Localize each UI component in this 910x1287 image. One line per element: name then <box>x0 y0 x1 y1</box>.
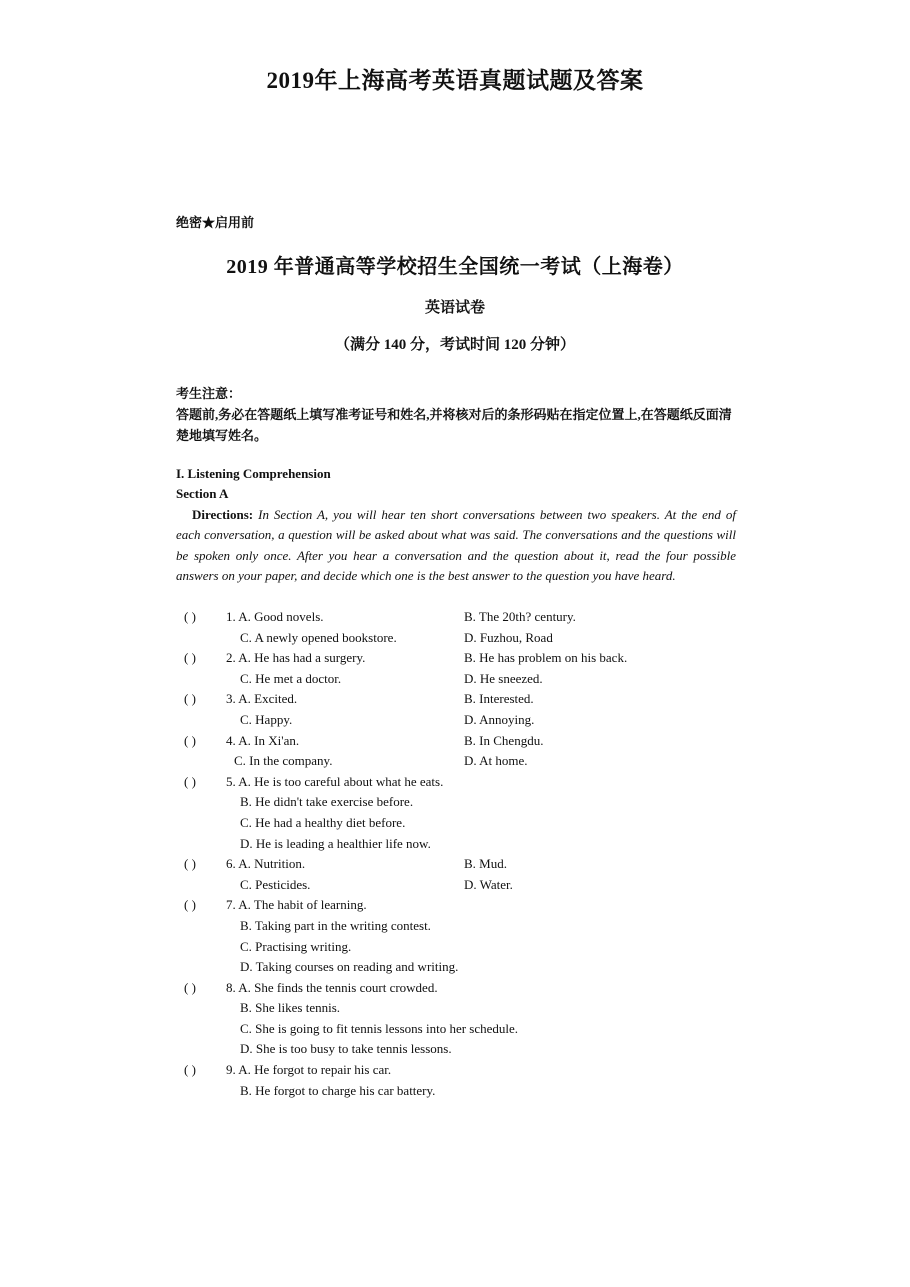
question-row <box>176 916 736 937</box>
option-a: 8. A. She finds the tennis court crowded. <box>226 979 438 995</box>
notice-text: 答题前,务必在答题纸上填写准考证号和姓名,并将核对后的条形码贴在指定位置上,在答题纸反面清楚地填写姓名。 <box>176 407 732 443</box>
directions-paragraph <box>176 505 736 587</box>
option-b: B. Mud. <box>464 856 507 872</box>
option-c: C. He had a healthy diet before. <box>240 814 406 830</box>
question-row <box>176 710 736 731</box>
option-b: B. Interested. <box>464 691 534 707</box>
option-d: D. He sneezed. <box>464 670 543 686</box>
option-a: 7. A. The habit of learning. <box>226 897 367 913</box>
option-d: D. Fuzhou, Road <box>464 629 553 645</box>
question-row <box>176 731 736 752</box>
question-row <box>176 648 736 669</box>
question-row <box>176 669 736 690</box>
question-row <box>176 1039 736 1060</box>
option-b: B. She likes tennis. <box>240 1000 341 1016</box>
option-a: 6. A. Nutrition. <box>226 856 306 872</box>
answer-blank: ( ) <box>184 732 196 748</box>
question-row <box>176 628 736 649</box>
question-row <box>176 607 736 628</box>
option-c: C. Pesticides. <box>240 876 311 892</box>
question-row <box>176 998 736 1019</box>
option-a: 1. A. Good novels. <box>226 609 324 624</box>
exam-title: 2019 年普通高等学校招生全国统一考试（上海卷） <box>226 256 684 278</box>
question-row <box>176 895 736 916</box>
option-b: B. In Chengdu. <box>464 732 544 748</box>
directions-label: Directions: <box>192 507 254 522</box>
section-heading: Section A <box>176 486 229 501</box>
option-d: D. At home. <box>464 753 528 769</box>
option-d: D. He is leading a healthier life now. <box>240 835 431 851</box>
option-d: D. She is too busy to take tennis lessons. <box>240 1041 452 1057</box>
answer-blank: ( ) <box>184 609 196 624</box>
option-a: 9. A. He forgot to repair his car. <box>226 1062 392 1078</box>
option-d: D. Water. <box>464 876 513 892</box>
question-row <box>176 792 736 813</box>
answer-blank: ( ) <box>184 897 196 913</box>
option-b: B. He has problem on his back. <box>464 650 628 666</box>
question-list <box>176 607 736 1101</box>
option-b: B. Taking part in the writing contest. <box>240 917 431 933</box>
option-a: 3. A. Excited. <box>226 691 298 707</box>
question-row <box>176 689 736 710</box>
question-row <box>176 1060 736 1081</box>
question-row <box>176 813 736 834</box>
option-c: C. In the company. <box>234 753 333 769</box>
question-row <box>176 772 736 793</box>
question-row <box>176 854 736 875</box>
question-row <box>176 1019 736 1040</box>
document-title: 2019年上海高考英语真题试题及答案 <box>266 68 644 93</box>
part-heading: I. Listening Comprehension <box>176 466 331 481</box>
option-d: D. Annoying. <box>464 711 535 727</box>
answer-blank: ( ) <box>184 856 196 872</box>
option-b: B. He forgot to charge his car battery. <box>240 1082 436 1098</box>
option-c: C. Practising writing. <box>240 938 352 954</box>
question-row <box>176 978 736 999</box>
option-d: D. Taking courses on reading and writing. <box>240 959 459 975</box>
option-a: 2. A. He has had a surgery. <box>226 650 366 666</box>
option-c: C. She is going to fit tennis lessons into her schedule. <box>240 1020 519 1036</box>
option-c: C. He met a doctor. <box>240 670 342 686</box>
option-b: B. He didn't take exercise before. <box>240 794 414 810</box>
question-row <box>176 1081 736 1102</box>
notice-label: 考生注意： <box>176 386 242 401</box>
option-b: B. The 20th? century. <box>464 609 576 624</box>
option-a: 5. A. He is too careful about what he eats. <box>226 773 444 789</box>
question-row <box>176 957 736 978</box>
question-row <box>176 875 736 896</box>
question-row <box>176 937 736 958</box>
question-row <box>176 751 736 772</box>
candidate-notice <box>176 383 736 446</box>
option-c: C. A newly opened bookstore. <box>240 629 397 645</box>
answer-blank: ( ) <box>184 1062 196 1078</box>
score-time-info: （满分 140 分，考试时间 120 分钟） <box>334 337 575 353</box>
answer-blank: ( ) <box>184 979 196 995</box>
option-c: C. Happy. <box>240 711 293 727</box>
answer-blank: ( ) <box>184 691 196 707</box>
answer-blank: ( ) <box>184 773 196 789</box>
answer-blank: ( ) <box>184 650 196 666</box>
subject-title: 英语试卷 <box>424 300 485 316</box>
directions-text: In Section A, you will hear ten short conversations between two speakers. At the end of each conversation, a question will be asked about what was said. The conversations and the questions will be spoken only once. After you hear a conversation and the question about it, read the four possible answers on your paper, and decide which one is the best answer to the question you have heard. <box>176 507 736 584</box>
question-row <box>176 834 736 855</box>
confidential-label: 绝密★启用前 <box>176 215 255 230</box>
option-a: 4. A. In Xi'an. <box>226 732 300 748</box>
